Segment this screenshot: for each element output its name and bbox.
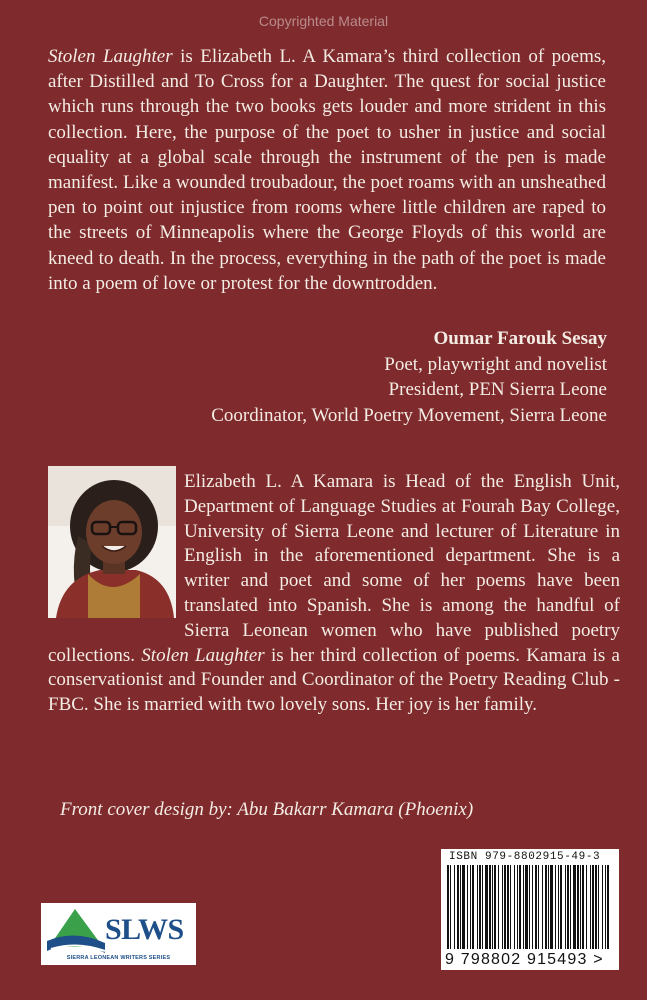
barcode-bar (507, 865, 509, 949)
barcode-bar (482, 865, 483, 949)
barcode-bar (523, 865, 524, 949)
barcode-bar (598, 865, 599, 949)
barcode-bar (605, 865, 606, 949)
back-cover-blurb (48, 44, 606, 296)
author-bio (48, 470, 620, 718)
barcode-bar (504, 865, 506, 949)
barcode-bar (454, 865, 455, 949)
barcode-bar (498, 865, 499, 949)
cover-design-credit: Front cover design by: Abu Bakarr Kamara (Phoenix) (60, 799, 474, 820)
barcode-bar (542, 865, 543, 949)
barcode-bar (492, 865, 493, 949)
barcode-bar (450, 865, 451, 949)
barcode-bar (538, 865, 539, 949)
barcode-bar (565, 865, 566, 949)
photo-wrap-space (48, 470, 184, 620)
barcode-bar (494, 865, 496, 949)
barcode-bar (550, 865, 553, 949)
barcode-bar (514, 865, 515, 949)
barcode-bar (586, 865, 587, 949)
barcode-bar (560, 865, 562, 949)
barcode-bar (535, 865, 537, 949)
barcode-bar (582, 865, 584, 949)
barcode-bar (485, 865, 488, 949)
bio-text-part-1: Elizabeth L. A Kamara is Head of the English Unit, Department of Language Studies at Fourah Bay College, University of Sierra Leone and lecturer of Literature in English in the aforementioned department. She is a writer and poet and some of her poems have been translated into Spanish. She is among the handful of Sierra Leonean women who have published poetry collections. (48, 471, 620, 666)
barcode-bar (555, 865, 556, 949)
barcode-bar (477, 865, 478, 949)
isbn-barcode (441, 849, 619, 970)
publisher-logo-text: SLWS (105, 913, 184, 946)
barcode-bar (519, 865, 521, 949)
barcode-bar (467, 865, 468, 949)
barcode-bar (489, 865, 491, 949)
barcode-bar (532, 865, 533, 949)
barcode-bar (470, 865, 471, 949)
barcode-bar (529, 865, 530, 949)
barcode-bar (460, 865, 461, 949)
barcode-bar (607, 865, 609, 949)
barcode-bar (457, 865, 459, 949)
barcode-bar (545, 865, 547, 949)
barcode-bar (462, 865, 465, 949)
barcode-bar (558, 865, 559, 949)
bio-book-title-italic: Stolen Laughter (141, 644, 265, 666)
signature-name: Oumar Farouk Sesay (433, 328, 607, 349)
signature-line-1: Poet, playwright and novelist (384, 353, 607, 375)
barcode-bar (472, 865, 474, 949)
barcode-bar (592, 865, 594, 949)
barcode-bar (580, 865, 581, 949)
barcode-bar (517, 865, 518, 949)
barcode-bar (479, 865, 481, 949)
barcode-bar (590, 865, 591, 949)
blurb-signature (211, 326, 607, 428)
watermark: Copyrighted Material (258, 13, 389, 29)
signature-line-2: President, PEN Sierra Leone (388, 379, 607, 400)
barcode-bar (573, 865, 576, 949)
barcode-bar (510, 865, 511, 949)
barcode-bar (525, 865, 528, 949)
barcode-bar (602, 865, 603, 949)
bio-text-part-2: is her third collection of poems. Kamara is a conservationist and Founder and Coordinator of the Poetry Reading Club - FBC. She is married with two lovely sons. Her joy is her family. (48, 644, 620, 716)
barcode-bar (548, 865, 549, 949)
book-title-italic: Stolen Laughter (48, 46, 173, 67)
barcode-bar (570, 865, 571, 949)
publisher-logo-subtitle: SIERRA LEONEAN WRITERS SERIES (66, 955, 171, 961)
barcode-bar (447, 865, 449, 949)
barcode-bar (577, 865, 579, 949)
blurb-text: is Elizabeth L. A Kamara’s third collection of poems, after Distilled and To Cross for a Daughter. The quest for social justice which runs through the two books gets louder and more strident in this collection. Here, the purpose of the poet to usher in justice and social equality at a global scale through the instrument of the pen is made manifest. Like a wounded troubadour, the poet roams with an unsheathed pen to point out injustice from rooms where little children are raped to the streets of Minneapolis where the George Floyds of this world are kneed to death. In the process, everything in the path of the poet is made into a poem of love or protest for the downtrodden. (48, 46, 606, 294)
barcode-bar (595, 865, 597, 949)
isbn-digits: 9 798802 915493 > (445, 951, 604, 968)
barcode-bar (567, 865, 569, 949)
signature-line-3: Coordinator, World Poetry Movement, Sierra Leone (211, 404, 607, 426)
isbn-label: ISBN 979-8802915-49-3 (449, 851, 601, 863)
publisher-logo (41, 903, 196, 965)
barcode-bars (445, 865, 615, 949)
barcode-bar (502, 865, 503, 949)
publisher-swoosh-icon (45, 907, 107, 955)
